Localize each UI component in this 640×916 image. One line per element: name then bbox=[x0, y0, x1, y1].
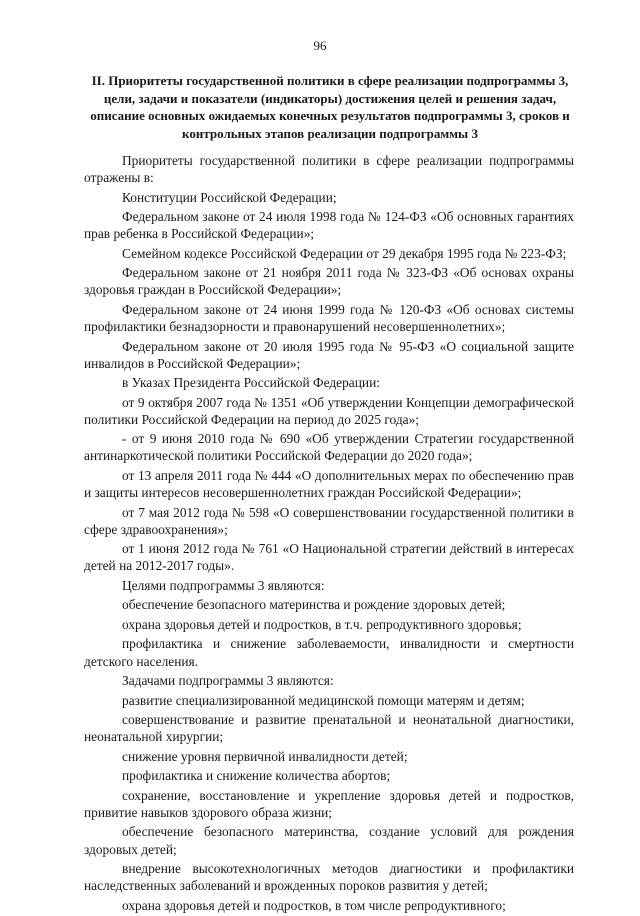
paragraph: - от 9 июня 2010 года № 690 «Об утверждении Стратегии государственной антинаркотической политики Российской Федерации до 2020 года»; bbox=[84, 431, 574, 464]
paragraph: от 13 апреля 2011 года № 444 «О дополнительных мерах по обеспечению прав и защиты интересов несовершеннолетних граждан Российской Федерации»; bbox=[84, 467, 574, 501]
paragraph: Целями подпрограммы 3 являются: bbox=[122, 577, 325, 593]
paragraph: внедрение высокотехнологичных методов диагностики и профилактики наследственных заболеваний и врожденных пороков развития у детей; bbox=[84, 861, 574, 894]
paragraph: обеспечение безопасного материнства, создание условий для рождения здоровых детей; bbox=[84, 824, 574, 857]
paragraph: развитие специализированной медицинской помощи матерям и детям; bbox=[122, 692, 525, 708]
paragraph: обеспечение безопасного материнства и рождение здоровых детей; bbox=[122, 597, 506, 613]
paragraph: профилактика и снижение заболеваемости, инвалидности и смертности детского населения. bbox=[84, 636, 574, 669]
paragraph: Федеральном законе от 20 июля 1995 года № 95-ФЗ «О социальной защите инвалидов в Российской Федерации»; bbox=[84, 338, 574, 371]
paragraph: в Указах Президента Российской Федерации: bbox=[122, 375, 380, 391]
paragraph: Семейном кодексе Российской Федерации от 29 декабря 1995 года № 223-ФЗ; bbox=[122, 245, 567, 261]
paragraph: от 9 октября 2007 года № 1351 «Об утверждении Концепции демографической политики Российской Федерации на период до 2025 года»; bbox=[84, 394, 574, 427]
page-number: 96 bbox=[313, 38, 327, 53]
paragraph: Федеральном законе от 24 июля 1998 года № 124-ФЗ «Об основных гарантиях прав ребенка в Российской Федерации»; bbox=[84, 209, 574, 242]
section-heading: II. Приоритеты государственной политики в сфере реализации подпрограммы 3, цели, задачи и показатели (индикаторы) достижения целей и решения задач, описание основных ожидаемых конечных результатов подпрограммы 3, сроков и контрольных этапов реализации подпрограммы 3 bbox=[90, 73, 570, 141]
document-body bbox=[84, 152, 574, 916]
paragraph: снижение уровня первичной инвалидности детей; bbox=[122, 748, 408, 764]
paragraph: Конституции Российской Федерации; bbox=[122, 189, 337, 205]
paragraph: Федеральном законе от 24 июня 1999 года № 120-ФЗ «Об основах системы профилактики безнадзорности и правонарушений несовершеннолетних»; bbox=[84, 301, 574, 335]
paragraph: Задачами подпрограммы 3 являются: bbox=[122, 673, 334, 689]
paragraph: сохранение, восстановление и укрепление здоровья детей и подростков, привитие навыков здорового образа жизни; bbox=[84, 787, 574, 820]
paragraph: профилактика и снижение количества абортов; bbox=[122, 768, 391, 784]
paragraph: Приоритеты государственной политики в сфере реализации подпрограммы отражены в: bbox=[84, 153, 574, 186]
paragraph: охрана здоровья детей и подростков, в том числе репродуктивного; bbox=[122, 897, 506, 913]
paragraph: от 7 мая 2012 года № 598 «О совершенствовании государственной политики в сфере здравоохранения»; bbox=[84, 504, 574, 537]
paragraph: от 1 июня 2012 года № 761 «О Национальной стратегии действий в интересах детей на 2012-2017 годы». bbox=[84, 541, 574, 574]
paragraph: Федеральном законе от 21 ноября 2011 года № 323-ФЗ «Об основах охраны здоровья граждан в Российской Федерации»; bbox=[84, 265, 574, 298]
paragraph: охрана здоровья детей и подростков, в т.ч. репродуктивного здоровья; bbox=[122, 616, 522, 632]
paragraph: совершенствование и развитие пренатальной и неонатальной диагностики, неонатальной хирургии; bbox=[84, 712, 574, 745]
